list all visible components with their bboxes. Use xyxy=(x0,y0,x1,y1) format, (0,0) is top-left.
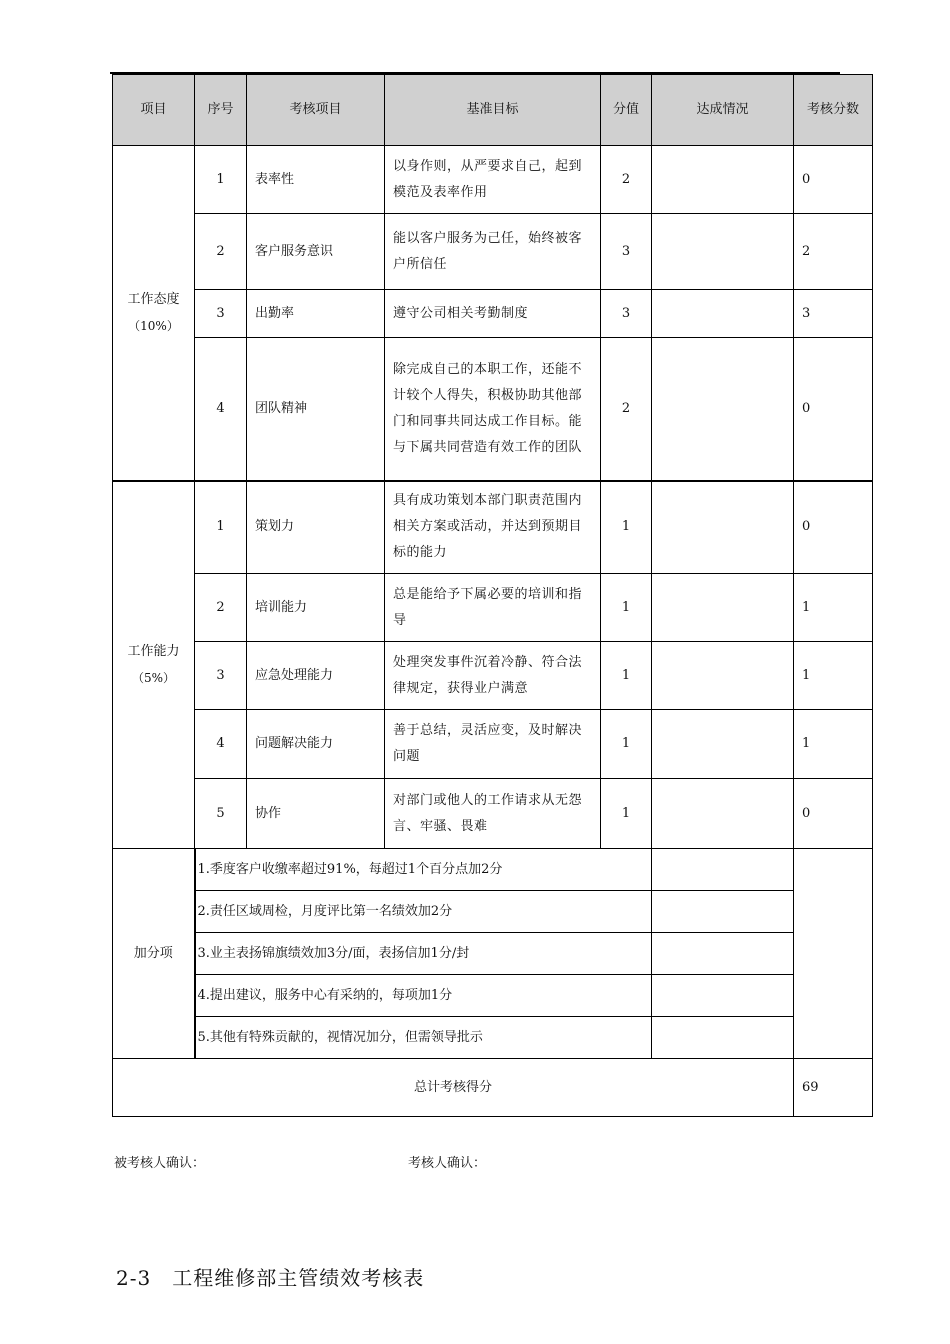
row-item: 协作 xyxy=(247,779,385,849)
header-no: 序号 xyxy=(195,75,247,146)
table-row xyxy=(113,779,873,849)
row-score: 1 xyxy=(794,574,873,642)
table-row xyxy=(113,338,873,481)
row-weight: 1 xyxy=(601,779,652,849)
row-score: 1 xyxy=(794,642,873,710)
row-weight: 3 xyxy=(601,290,652,338)
row-result[interactable] xyxy=(652,214,794,290)
next-section-title: 2-3 工程维修部主管绩效考核表 xyxy=(116,1266,425,1290)
row-weight: 2 xyxy=(601,146,652,214)
bonus-row xyxy=(113,933,873,975)
row-target: 总是能给予下属必要的培训和指导 xyxy=(385,574,601,642)
row-item: 出勤率 xyxy=(247,290,385,338)
table-row xyxy=(113,146,873,214)
table-row xyxy=(113,214,873,290)
category-weight: （5%） xyxy=(131,670,176,685)
row-weight: 1 xyxy=(601,642,652,710)
row-result[interactable] xyxy=(652,574,794,642)
category-weight: （10%） xyxy=(128,318,179,333)
row-result[interactable] xyxy=(652,710,794,779)
bonus-result[interactable] xyxy=(652,1017,794,1059)
row-no: 3 xyxy=(195,290,247,338)
row-no: 5 xyxy=(195,779,247,849)
bonus-item: 4.提出建议，服务中心有采纳的，每项加1分 xyxy=(195,975,652,1017)
row-result[interactable] xyxy=(652,642,794,710)
row-target: 对部门或他人的工作请求从无怨言、牢骚、畏难 xyxy=(385,779,601,849)
row-weight: 3 xyxy=(601,214,652,290)
table-row xyxy=(113,574,873,642)
bonus-result[interactable] xyxy=(652,891,794,933)
bonus-row xyxy=(113,1017,873,1059)
row-no: 1 xyxy=(195,481,247,574)
category-label: 工作态度 xyxy=(127,291,180,307)
total-row xyxy=(113,1059,873,1117)
row-item: 培训能力 xyxy=(247,574,385,642)
row-target: 遵守公司相关考勤制度 xyxy=(385,290,601,338)
row-score: 3 xyxy=(794,290,873,338)
row-item: 表率性 xyxy=(247,146,385,214)
header-item: 考核项目 xyxy=(247,75,385,146)
bonus-row xyxy=(113,849,873,891)
row-no: 1 xyxy=(195,146,247,214)
row-target: 处理突发事件沉着冷静、符合法律规定，获得业户满意 xyxy=(385,642,601,710)
row-target: 善于总结，灵活应变，及时解决问题 xyxy=(385,710,601,779)
row-result[interactable] xyxy=(652,779,794,849)
row-item: 客户服务意识 xyxy=(247,214,385,290)
row-target: 能以客户服务为己任，始终被客户所信任 xyxy=(385,214,601,290)
row-score: 0 xyxy=(794,481,873,574)
row-score: 0 xyxy=(794,779,873,849)
row-weight: 1 xyxy=(601,574,652,642)
category-attitude xyxy=(113,146,195,481)
row-no: 4 xyxy=(195,710,247,779)
table-row xyxy=(113,290,873,338)
evaluatee-signature: 被考核人确认： xyxy=(114,1156,206,1171)
row-score: 0 xyxy=(794,338,873,481)
header-target: 基准目标 xyxy=(385,75,601,146)
table-row xyxy=(113,642,873,710)
bonus-item: 5.其他有特殊贡献的，视情况加分，但需领导批示 xyxy=(195,1017,652,1059)
row-weight: 2 xyxy=(601,338,652,481)
row-item: 策划力 xyxy=(247,481,385,574)
row-result[interactable] xyxy=(652,338,794,481)
row-no: 2 xyxy=(195,574,247,642)
total-label: 总计考核得分 xyxy=(113,1059,794,1117)
bonus-row xyxy=(113,975,873,1017)
bonus-item: 1.季度客户收缴率超过91%，每超过1个百分点加2分 xyxy=(195,849,652,891)
bonus-score[interactable] xyxy=(794,849,873,1059)
evaluation-table xyxy=(112,74,873,1117)
row-target: 除完成自己的本职工作，还能不计较个人得失，积极协助其他部门和同事共同达成工作目标。能与下属共同营造有效工作的团队 xyxy=(385,338,601,481)
header-result: 达成情况 xyxy=(652,75,794,146)
table-row xyxy=(113,481,873,574)
header-weight: 分值 xyxy=(601,75,652,146)
row-target: 具有成功策划本部门职责范围内相关方案或活动，并达到预期目标的能力 xyxy=(385,481,601,574)
bonus-item: 3.业主表扬锦旗绩效加3分/面，表扬信加1分/封 xyxy=(195,933,652,975)
row-score: 2 xyxy=(794,214,873,290)
row-item: 应急处理能力 xyxy=(247,642,385,710)
row-score: 1 xyxy=(794,710,873,779)
row-result[interactable] xyxy=(652,146,794,214)
category-bonus: 加分项 xyxy=(113,849,195,1059)
bonus-result[interactable] xyxy=(652,849,794,891)
row-weight: 1 xyxy=(601,481,652,574)
row-weight: 1 xyxy=(601,710,652,779)
evaluator-signature: 考核人确认： xyxy=(408,1156,487,1171)
total-value: 69 xyxy=(794,1059,873,1117)
bonus-row xyxy=(113,891,873,933)
bonus-result[interactable] xyxy=(652,933,794,975)
header-category: 项目 xyxy=(113,75,195,146)
row-item: 团队精神 xyxy=(247,338,385,481)
row-item: 问题解决能力 xyxy=(247,710,385,779)
row-result[interactable] xyxy=(652,290,794,338)
row-no: 4 xyxy=(195,338,247,481)
row-target: 以身作则，从严要求自己，起到模范及表率作用 xyxy=(385,146,601,214)
bonus-item: 2.责任区域周检，月度评比第一名绩效加2分 xyxy=(195,891,652,933)
category-label: 工作能力 xyxy=(127,643,180,659)
table-row xyxy=(113,710,873,779)
category-ability xyxy=(113,481,195,849)
table-header-row xyxy=(113,75,873,146)
row-no: 2 xyxy=(195,214,247,290)
row-result[interactable] xyxy=(652,481,794,574)
row-score: 0 xyxy=(794,146,873,214)
header-score: 考核分数 xyxy=(794,75,873,146)
bonus-result[interactable] xyxy=(652,975,794,1017)
row-no: 3 xyxy=(195,642,247,710)
